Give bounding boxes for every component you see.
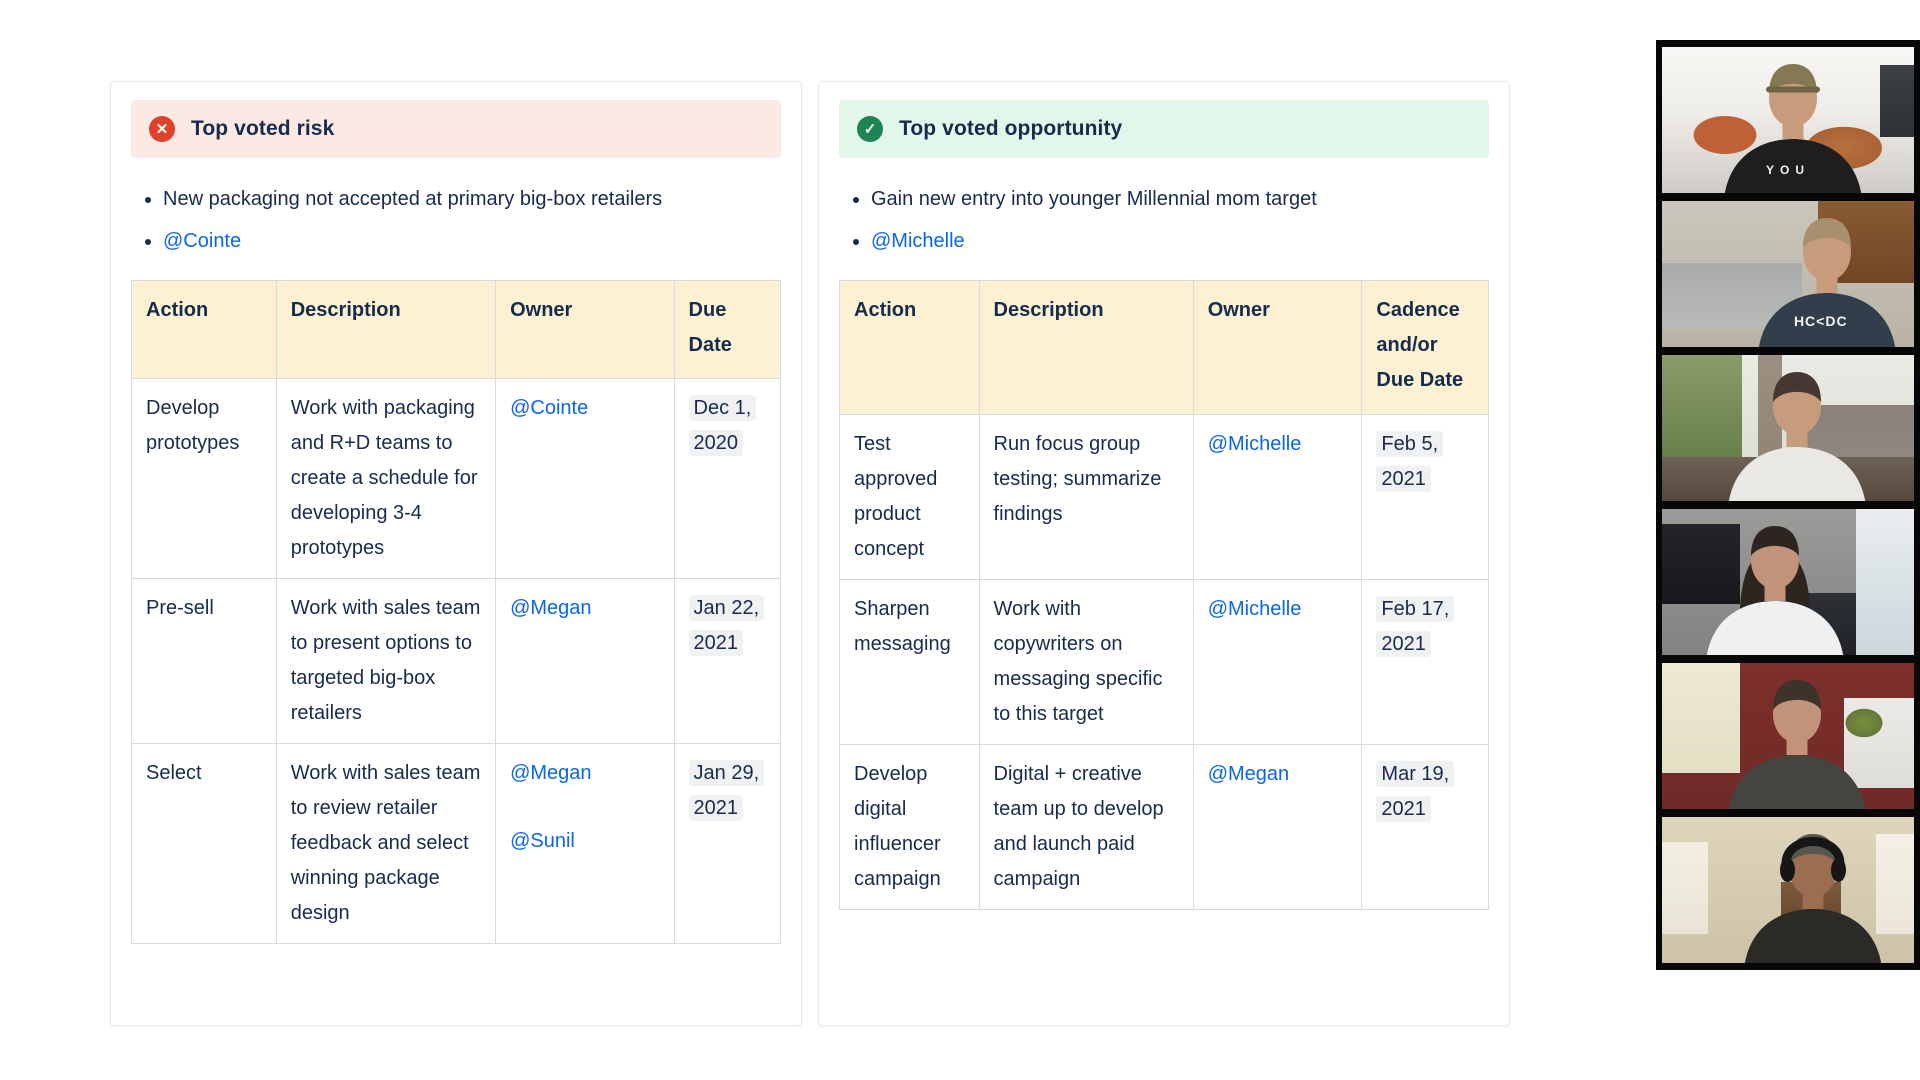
mention-link[interactable]: @Sunil — [510, 830, 575, 852]
video-tile-participant-5[interactable] — [1662, 663, 1914, 809]
video-tile-participant-4[interactable] — [1662, 509, 1914, 655]
date-lozenge: Dec 1, 2020 — [689, 395, 757, 456]
mention-link[interactable]: @Megan — [510, 597, 592, 619]
mention-link[interactable]: @Megan — [1207, 763, 1290, 785]
column-header-action: Action — [132, 281, 277, 379]
table-row — [840, 580, 1489, 745]
risk-bullet-list — [139, 184, 781, 256]
opportunity-bullet-mention — [871, 226, 1489, 256]
opportunity-panel — [818, 81, 1510, 1026]
mention-link[interactable]: @Michelle — [871, 230, 965, 252]
owner-cell — [496, 579, 674, 744]
column-header-owner: Owner — [1193, 281, 1362, 415]
participant-silhouette — [1702, 665, 1892, 809]
date-lozenge: Feb 17, 2021 — [1376, 596, 1454, 657]
description-cell: Run focus group testing; summarize findings — [979, 415, 1193, 580]
owner-cell — [496, 379, 674, 579]
participant-silhouette — [1680, 511, 1870, 655]
description-cell: Digital + creative team up to develop and launch paid campaign — [979, 745, 1193, 910]
description-cell: Work with sales team to present options to targeted big-box retailers — [276, 579, 495, 744]
due-date-cell — [1362, 745, 1489, 910]
mention-link[interactable]: @Michelle — [1207, 433, 1302, 455]
action-cell: Select — [132, 744, 277, 944]
video-call-strip — [1656, 40, 1920, 970]
date-lozenge: Jan 29, 2021 — [689, 760, 765, 821]
video-tile-participant-3[interactable] — [1662, 355, 1914, 501]
opportunity-table — [839, 280, 1489, 910]
risk-banner — [131, 100, 781, 158]
participant-silhouette — [1718, 819, 1908, 963]
owner-cell — [496, 744, 674, 944]
table-row — [840, 745, 1489, 910]
owner-cell — [1193, 415, 1362, 580]
description-cell: Work with sales team to review retailer feedback and select winning package design — [276, 744, 495, 944]
mention-link[interactable]: @Megan — [510, 762, 592, 784]
risk-bullet-text — [163, 184, 781, 214]
success-icon: ✓ — [857, 116, 883, 142]
video-tile-participant-1[interactable] — [1662, 47, 1914, 193]
opportunity-banner-title: Top voted opportunity — [899, 117, 1123, 140]
risk-table — [131, 280, 781, 944]
mention-link[interactable]: @Michelle — [1207, 598, 1302, 620]
action-cell: Test approved product concept — [840, 415, 980, 580]
error-icon: ✕ — [149, 116, 175, 142]
video-tile-participant-2[interactable] — [1662, 201, 1914, 347]
description-cell: Work with packaging and R+D teams to create a schedule for developing 3-4 prototypes — [276, 379, 495, 579]
column-header-owner: Owner — [496, 281, 674, 379]
table-row — [840, 415, 1489, 580]
table-row — [132, 379, 781, 579]
due-date-cell — [674, 379, 780, 579]
risk-banner-title: Top voted risk — [191, 117, 335, 140]
video-tile-participant-6[interactable] — [1662, 817, 1914, 963]
risk-bullet-text-label: New packaging not accepted at primary big-box retailers — [163, 188, 663, 210]
owner-cell — [1193, 580, 1362, 745]
table-row — [132, 744, 781, 944]
mention-link[interactable]: @Cointe — [510, 397, 589, 419]
opportunity-bullet-text — [871, 184, 1489, 214]
due-date-cell — [1362, 580, 1489, 745]
table-row — [132, 579, 781, 744]
due-date-cell — [1362, 415, 1489, 580]
owner-cell — [1193, 745, 1362, 910]
due-date-cell — [674, 579, 780, 744]
date-lozenge: Mar 19, 2021 — [1376, 761, 1454, 822]
column-header-cadence-due-date: Cadence and/or Due Date — [1362, 281, 1489, 415]
table-header-row — [840, 281, 1489, 415]
description-cell: Work with copywriters on messaging specific to this target — [979, 580, 1193, 745]
column-header-due-date: Due Date — [674, 281, 780, 379]
column-header-description: Description — [276, 281, 495, 379]
action-cell: Develop prototypes — [132, 379, 277, 579]
action-cell: Pre-sell — [132, 579, 277, 744]
opportunity-banner — [839, 100, 1489, 158]
shirt-text: HC<DC — [1793, 313, 1848, 329]
shirt-text: YOU — [1765, 163, 1811, 177]
participant-silhouette — [1702, 357, 1892, 501]
table-header-row — [132, 281, 781, 379]
risk-bullet-mention — [163, 226, 781, 256]
risk-panel — [110, 81, 802, 1026]
column-header-action: Action — [840, 281, 980, 415]
action-cell: Develop digital influencer campaign — [840, 745, 980, 910]
action-cell: Sharpen messaging — [840, 580, 980, 745]
date-lozenge: Jan 22, 2021 — [689, 595, 765, 656]
mention-link[interactable]: @Cointe — [163, 230, 242, 252]
column-header-description: Description — [979, 281, 1193, 415]
due-date-cell — [674, 744, 780, 944]
date-lozenge: Feb 5, 2021 — [1376, 431, 1443, 492]
opportunity-bullet-list — [847, 184, 1489, 256]
opportunity-bullet-text-label: Gain new entry into younger Millennial mom target — [871, 188, 1317, 210]
